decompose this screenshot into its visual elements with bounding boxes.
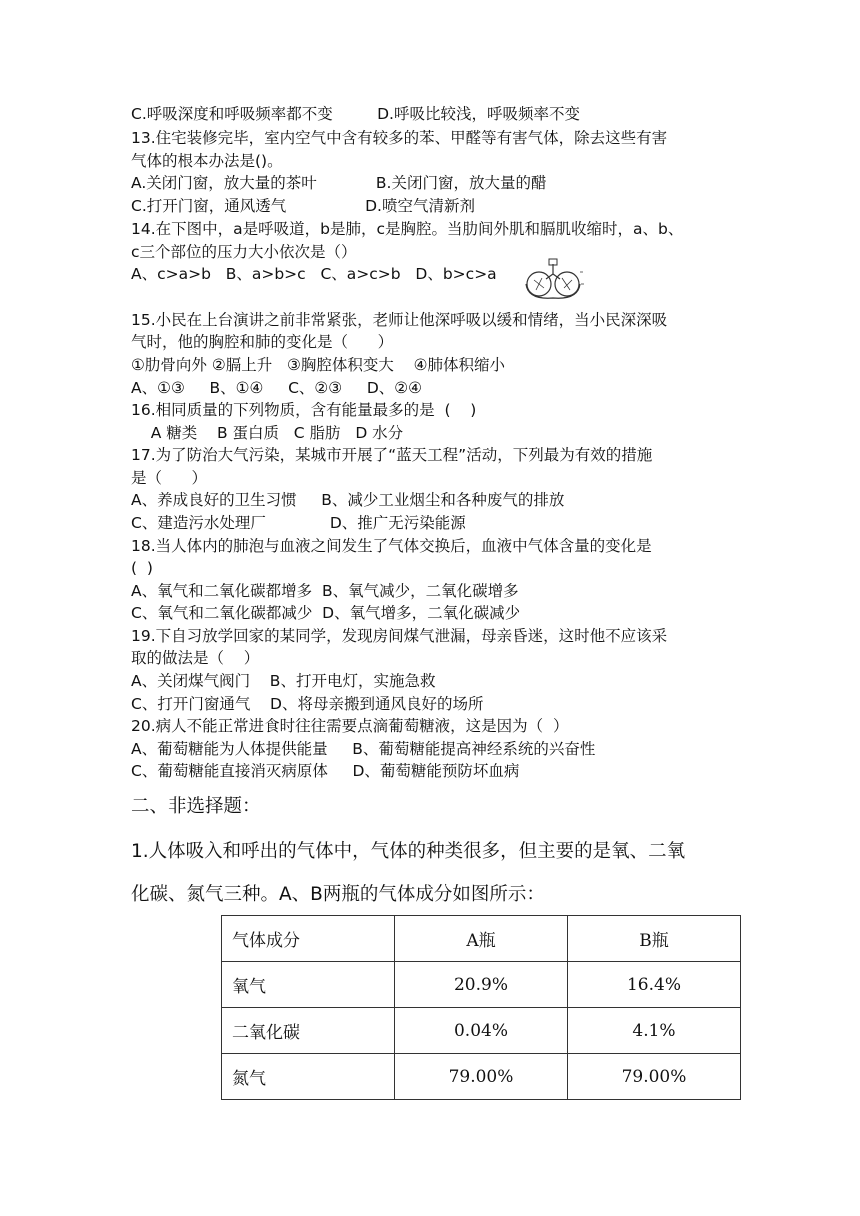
section-heading: 二、非选择题： bbox=[131, 796, 261, 817]
gas-composition-table bbox=[221, 915, 741, 1100]
table-header: A瓶 bbox=[395, 916, 568, 962]
question-16: 16.相同质量的下列物质，含有能量最多的是 ( ) bbox=[131, 401, 477, 419]
question-15: 15.小民在上台演讲之前非常紧张，老师让他深呼吸以缓和情绪，当小民深深吸 bbox=[131, 311, 668, 329]
text-line: C.呼吸深度和呼吸频率都不变 D.呼吸比较浅，呼吸频率不变 bbox=[131, 105, 580, 123]
text-line: C.打开门窗，通风透气 D.喷空气清新剂 bbox=[131, 197, 475, 215]
text-line: ( ) bbox=[131, 559, 153, 577]
question-text: 1.人体吸入和呼出的气体中，气体的种类很多，但主要的是氧、二氧 bbox=[131, 841, 686, 862]
table-row bbox=[222, 1008, 741, 1054]
question-19: 19.下自习放学回家的某同学，发现房间煤气泄漏，母亲昏迷，这时他不应该采 bbox=[131, 627, 668, 645]
table-header: B瓶 bbox=[568, 916, 741, 962]
text-line: A、c>a>b B、a>b>c C、a>c>b D、b>c>a bbox=[131, 265, 497, 283]
table-header: 气体成分 bbox=[222, 916, 395, 962]
text-line: ①肋骨向外 ②膈上升 ③胸腔体积变大 ④肺体积缩小 bbox=[131, 356, 505, 374]
text-line: A、①③ B、①④ C、②③ D、②④ bbox=[131, 379, 423, 397]
table-cell: 0.04% bbox=[395, 1008, 568, 1054]
table-cell: 二氧化碳 bbox=[222, 1008, 395, 1054]
text-line: c三个部位的压力大小依次是（） bbox=[131, 243, 357, 261]
text-line: 取的做法是（ ） bbox=[131, 649, 260, 667]
question-17: 17.为了防治大气污染，某城市开展了“蓝天工程”活动，下列最为有效的措施 bbox=[131, 446, 653, 464]
table-cell: 氧气 bbox=[222, 962, 395, 1008]
table-cell: 氮气 bbox=[222, 1054, 395, 1100]
table-header-row bbox=[222, 916, 741, 962]
question-20: 20.病人不能正常进食时往往需要点滴葡萄糖液，这是因为（ ） bbox=[131, 717, 569, 735]
text-line: A、养成良好的卫生习惯 B、减少工业烟尘和各种废气的排放 bbox=[131, 491, 565, 509]
lung-diagram-icon bbox=[522, 258, 584, 302]
text-line: 是（ ） bbox=[131, 469, 208, 487]
text-line: 气体的根本办法是()。 bbox=[131, 152, 283, 170]
text-line: C、葡萄糖能直接消灭病原体 D、葡萄糖能预防坏血病 bbox=[131, 762, 520, 780]
question-14: 14.在下图中，a是呼吸道，b是肺，c是胸腔。当肋间外肌和膈肌收缩时，a、b、 bbox=[131, 220, 684, 238]
table-row bbox=[222, 962, 741, 1008]
text-line: A、葡萄糖能为人体提供能量 B、葡萄糖能提高神经系统的兴奋性 bbox=[131, 740, 596, 758]
table-cell: 16.4% bbox=[568, 962, 741, 1008]
text-line: A.关闭门窗，放大量的茶叶 B.关闭门窗，放大量的醋 bbox=[131, 174, 547, 192]
text-line: A 糖类 B 蛋白质 C 脂肪 D 水分 bbox=[131, 424, 404, 442]
question-18: 18.当人体内的肺泡与血液之间发生了气体交换后，血液中气体含量的变化是 bbox=[131, 537, 652, 555]
question-13: 13.住宅装修完毕，室内空气中含有较多的苯、甲醛等有害气体，除去这些有害 bbox=[131, 129, 668, 147]
table-cell: 4.1% bbox=[568, 1008, 741, 1054]
text-line: C、打开门窗通气 D、将母亲搬到通风良好的场所 bbox=[131, 695, 484, 713]
table-row bbox=[222, 1054, 741, 1100]
text-line: A、关闭煤气阀门 B、打开电灯，实施急救 bbox=[131, 672, 436, 690]
text-line: 气时，他的胸腔和肺的变化是（ ） bbox=[131, 333, 394, 351]
table-cell: 79.00% bbox=[568, 1054, 741, 1100]
text-line: C、建造污水处理厂 D、推广无污染能源 bbox=[131, 514, 466, 532]
question-text: 化碳、氮气三种。A、B两瓶的气体成分如图所示： bbox=[131, 884, 545, 905]
text-line: A、氧气和二氧化碳都增多 B、氧气减少，二氧化碳增多 bbox=[131, 582, 519, 600]
text-line: C、氧气和二氧化碳都减少 D、氧气增多，二氧化碳减少 bbox=[131, 604, 521, 622]
table-cell: 20.9% bbox=[395, 962, 568, 1008]
table-cell: 79.00% bbox=[395, 1054, 568, 1100]
